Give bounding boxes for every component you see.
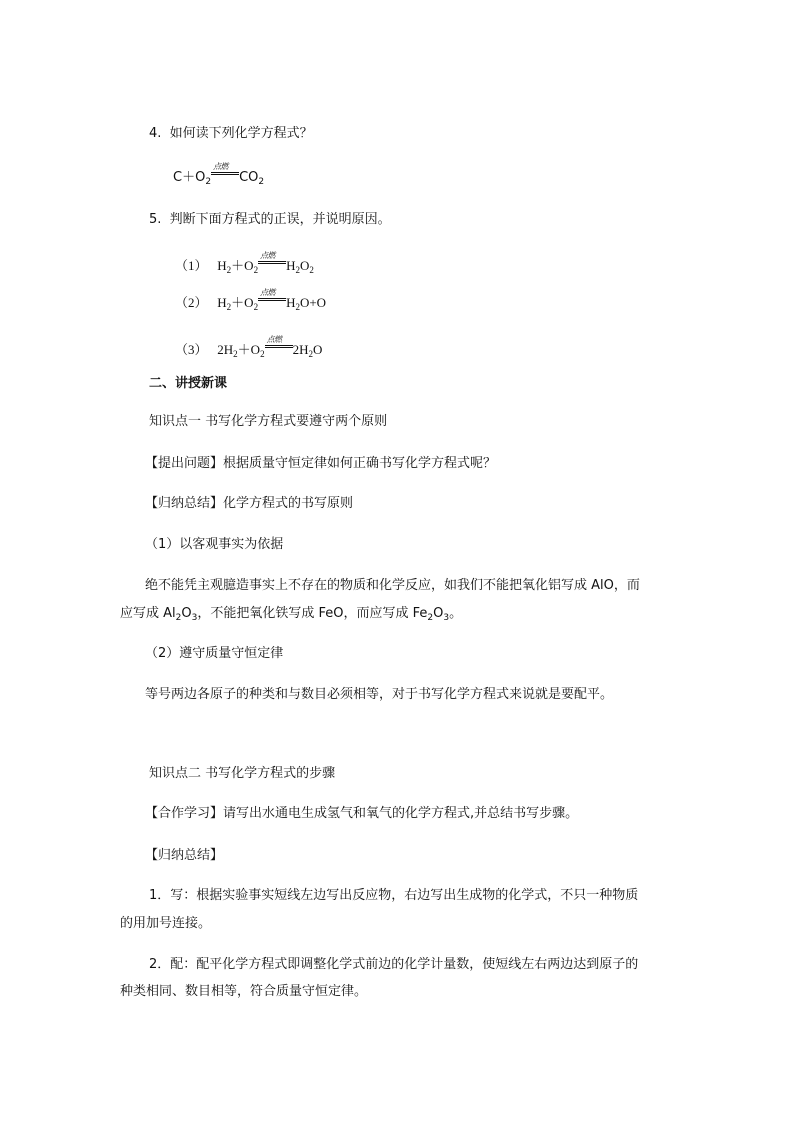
cooperative-learning: 【合作学习】请写出水通电生成氢气和氧气的化学方程式,并总结书写步骤。 [145,806,579,821]
knowledge-point-2: 知识点二 书写化学方程式的步骤 [149,766,336,781]
step-2-line-2: 种类相同、数目相等，符合质量守恒定律。 [120,984,368,999]
question-text: 如何读下列化学方程式？ [169,126,313,141]
equation-item-2: （2） $H_2+O_2$ 点燃 $H_2O+O$ [175,288,327,312]
reaction-condition-arrow: 点燃 [258,257,286,271]
question-prompt: 【提出问题】根据质量守恒定律如何正确书写化学方程式呢？ [145,456,497,471]
principle-1-text-line-1: 绝不能凭主观臆造事实上不存在的物质和化学反应，如我们不能把氧化铝写成 AlO，而 [145,578,640,593]
principle-1-text-line-2: 应写成 $Al_2O_3$，不能把氧化铁写成 FeO，而应写成 $Fe_2O_3$。 [120,606,463,623]
summary-heading-2: 【归纳总结】 [145,848,224,863]
section-heading: 二、讲授新课 [149,376,228,391]
equation-item-3: （3） $2H_2+O_2$ 点燃 $2H_2O$ [175,335,323,359]
reaction-condition-arrow: 点燃 [211,168,239,182]
question-4 [149,126,313,142]
equation-item-1: （1） $H_2+O_2$ 点燃 $H_2O_2$ [175,251,314,275]
question-text: 判断下面方程式的正误，并说明原因。 [169,212,391,227]
reaction-condition-arrow: 点燃 [258,294,286,308]
step-1-line-1: 1．写：根据实验事实短线左边写出反应物，右边写出生成物的化学式，不只一种物质 [149,888,639,903]
knowledge-point-1: 知识点一 书写化学方程式要遵守两个原则 [149,414,388,429]
step-1-line-2: 的用加号连接。 [120,916,212,931]
reaction-condition-arrow: 点燃 [265,341,293,355]
summary-heading: 【归纳总结】化学方程式的书写原则 [145,496,354,511]
principle-2-title: （2）遵守质量守恒定律 [145,646,284,661]
question-5 [149,212,391,228]
principle-2-text: 等号两边各原子的种类和与数目必须相等，对于书写化学方程式来说就是要配平。 [145,687,614,702]
principle-1-title: （1）以客观事实为依据 [145,537,284,552]
equation-q4: $C+O_2$ 点燃 $CO_2$ [173,162,265,187]
question-number: 5. [149,212,162,227]
question-number: 4. [149,126,162,141]
step-2-line-1: 2．配：配平化学方程式即调整化学式前边的化学计量数，使短线左右两边达到原子的 [149,957,639,972]
